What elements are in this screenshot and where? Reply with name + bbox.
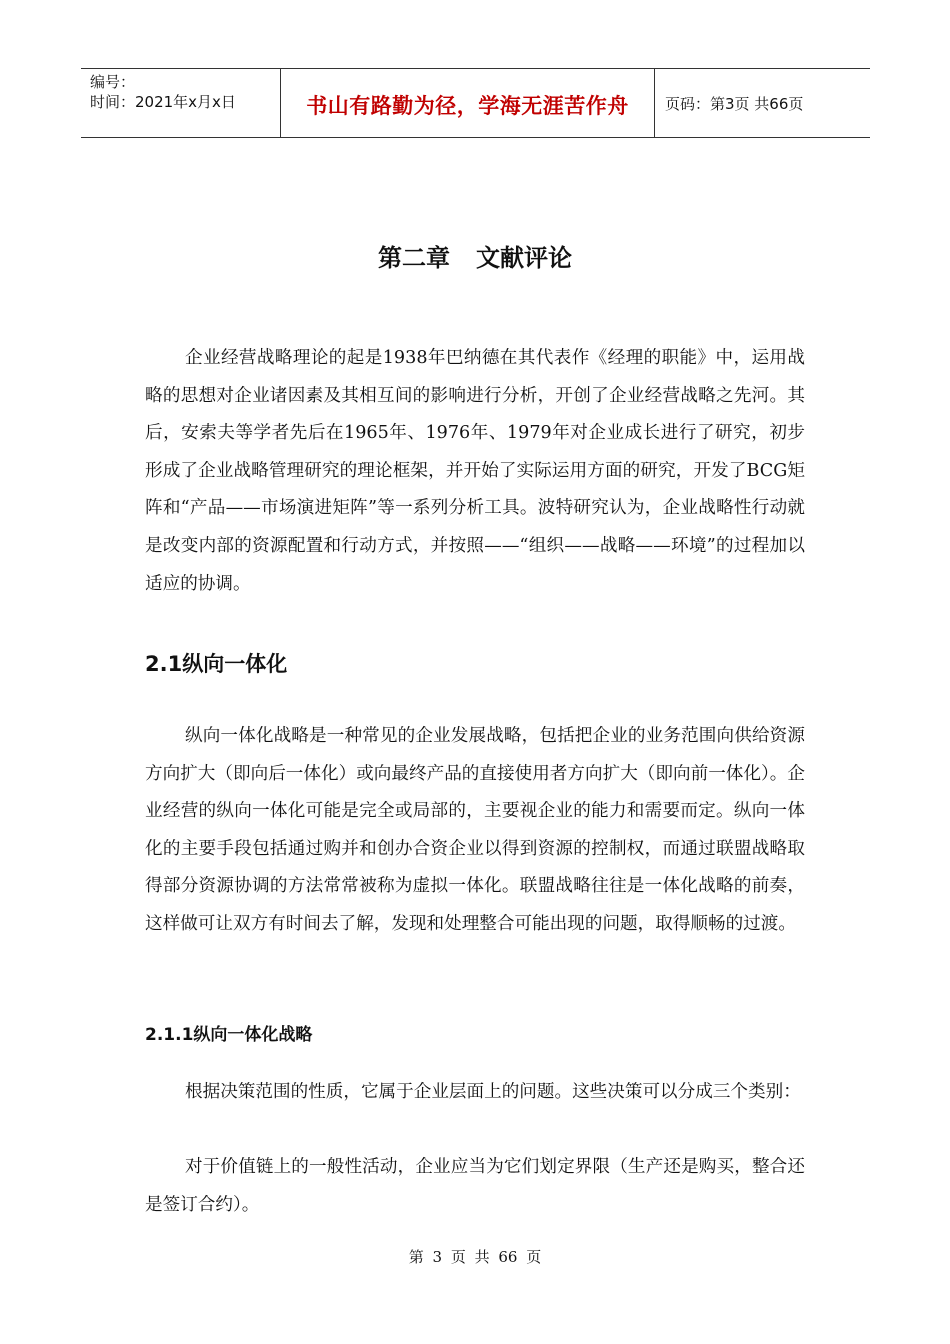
section-heading-2-1-1: 2.1.1纵向一体化战略 xyxy=(145,1025,313,1045)
chapter-title xyxy=(0,238,950,273)
header-meta xyxy=(81,69,281,137)
number-label: 编号： xyxy=(90,73,136,91)
section-2-1-1-paragraph-2: 对于价值链上的一般性活动，企业应当为它们划定界限（生产还是购买，整合还是签订合约）。 xyxy=(145,1157,805,1215)
chapter-number: 第二章 xyxy=(378,244,450,272)
page-header xyxy=(81,68,870,138)
date-label: 时间：2021年x月x日 xyxy=(90,93,236,111)
section-2-1-paragraph: 纵向一体化战略是一种常见的企业发展战略，包括把企业的业务范围向供给资源方向扩大（即向后一体化）或向最终产品的直接使用者方向扩大（即向前一体化）。企业经营的纵向一体化可能是完全或局部的，主要视企业的能力和需要而定。纵向一体化的主要手段包括通过购并和创办合资企业以得到资源的控制权，而通过联盟战略取得部分资源协调的方法常常被称为虚拟一体化。联盟战略往往是一体化战略的前奏，这样做可让双方有时间去了解，发现和处理整合可能出现的问题，取得顺畅的过渡。 xyxy=(145,726,805,934)
section-2-1-1-paragraph-1: 根据决策范围的性质，它属于企业层面上的问题。这些决策可以分成三个类别： xyxy=(185,1082,801,1102)
section-heading-2-1: 2.1纵向一体化 xyxy=(145,652,288,676)
intro-paragraph: 企业经营战略理论的起是1938年巴纳德在其代表作《经理的职能》中，运用战略的思想对企业诸因素及其相互间的影响进行分析，开创了企业经营战略之先河。其后，安索夫等学者先后在1965年、1976年、1979年对企业成长进行了研究，初步形成了企业战略管理研究的理论框架，并开始了实际运用方面的研究，开发了BCG矩阵和“产品——市场演进矩阵”等一系列分析工具。波特研究认为，企业战略性行动就是改变内部的资源配置和行动方式，并按照——“组织——战略——环境”的过程加以适应的协调。 xyxy=(145,348,805,594)
chapter-name: 文献评论 xyxy=(476,244,572,272)
header-page-info: 页码：第3页 共66页 xyxy=(665,94,804,113)
page-footer: 第 3 页 共 66 页 xyxy=(408,1248,542,1266)
header-motto: 书山有路勤为径，学海无涯苦作舟 xyxy=(281,69,655,137)
